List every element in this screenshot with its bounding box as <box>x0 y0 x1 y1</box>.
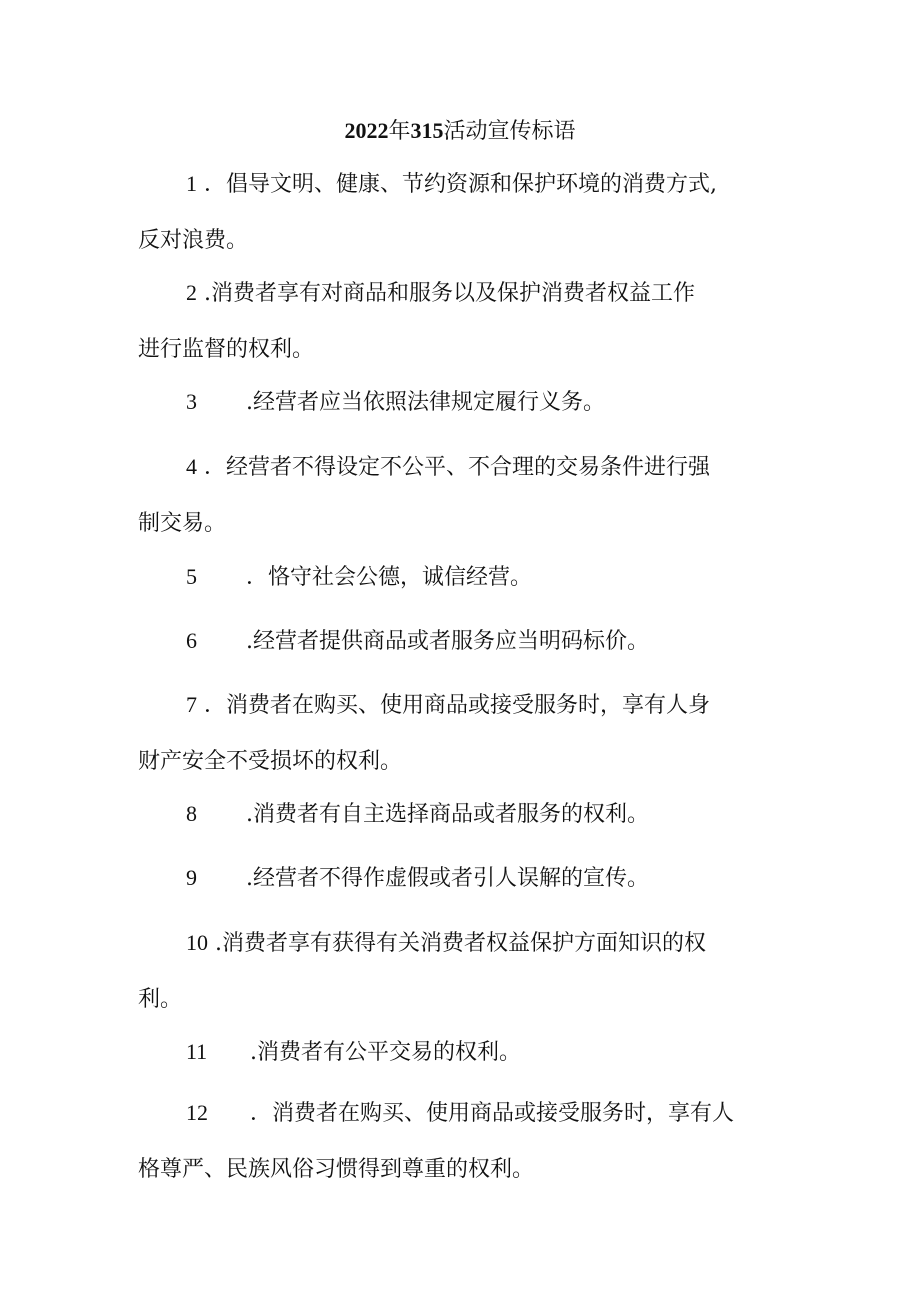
slogan-text: ．经营者不得设定不公平、不合理的交易条件进行强 <box>204 455 711 480</box>
slogan-text: .经营者不得作虚假或者引人误解的宣传。 <box>246 866 649 891</box>
slogan-text: .经营者提供商品或者服务应当明码标价。 <box>246 629 649 654</box>
slogan-item-6 <box>138 613 788 670</box>
slogan-text: .经营者应当依照法律规定履行义务。 <box>246 390 605 415</box>
slogan-line <box>138 915 788 972</box>
title-text: 活动宣传标语 <box>443 119 576 144</box>
slogan-number: 4 <box>186 454 197 479</box>
slogan-text: .消费者有公平交易的权利。 <box>250 1040 521 1065</box>
slogan-number: 7 <box>186 692 197 717</box>
slogan-item-11 <box>138 1024 788 1081</box>
slogan-item-4 <box>138 439 788 552</box>
slogan-line <box>138 786 788 843</box>
slogan-item-8 <box>138 786 788 843</box>
slogan-item-1 <box>138 156 788 269</box>
slogan-number: 12 <box>186 1100 208 1125</box>
slogan-item-5 <box>138 549 788 606</box>
slogan-line <box>138 374 788 431</box>
slogan-number: 3 <box>186 389 197 414</box>
slogan-text: ．恪守社会公德，诚信经营。 <box>246 565 533 590</box>
slogan-item-2 <box>138 265 788 378</box>
slogan-text: .消费者享有获得有关消费者权益保护方面知识的权 <box>215 931 706 956</box>
slogan-continuation: 财产安全不受损坏的权利。 <box>138 749 403 774</box>
slogan-number: 2 <box>186 280 197 305</box>
slogan-line <box>138 1085 788 1142</box>
slogan-item-12 <box>138 1085 788 1198</box>
slogan-continuation: 反对浪费。 <box>138 228 249 253</box>
slogan-line <box>138 850 788 907</box>
slogan-continuation: 利。 <box>138 987 183 1012</box>
slogan-line <box>138 677 788 734</box>
slogan-text: .消费者享有对商品和服务以及保护消费者权益工作 <box>204 281 695 306</box>
slogan-number: 5 <box>186 564 197 589</box>
slogan-text: .消费者有自主选择商品或者服务的权利。 <box>246 802 649 827</box>
slogan-number: 6 <box>186 628 197 653</box>
slogan-item-7 <box>138 677 788 790</box>
slogan-item-10 <box>138 915 788 1028</box>
slogan-line <box>138 265 788 322</box>
slogan-number: 8 <box>186 801 197 826</box>
slogan-number: 10 <box>186 930 208 955</box>
slogan-line <box>138 156 788 213</box>
slogan-text: ．倡导文明、健康、节约资源和保护环境的消费方式, <box>204 172 717 197</box>
slogan-text: ．消费者在购买、使用商品或接受服务时，享有人 <box>250 1101 735 1126</box>
title-number: 315 <box>410 118 444 143</box>
slogan-continuation: 格尊严、民族风俗习惯得到尊重的权利。 <box>138 1157 535 1182</box>
slogan-line <box>138 613 788 670</box>
slogan-number: 1 <box>186 171 197 196</box>
slogan-line <box>138 1024 788 1081</box>
slogan-number: 9 <box>186 865 197 890</box>
page-title <box>0 116 920 147</box>
slogan-continuation: 制交易。 <box>138 511 227 536</box>
slogan-continuation: 进行监督的权利。 <box>138 337 315 362</box>
slogan-text: ．消费者在购买、使用商品或接受服务时，享有人身 <box>204 693 711 718</box>
title-year-suffix: 年 <box>388 119 411 144</box>
slogan-number: 11 <box>186 1039 208 1064</box>
slogan-line <box>138 549 788 606</box>
title-year: 2022 <box>344 118 389 143</box>
slogan-item-3 <box>138 374 788 431</box>
slogan-item-9 <box>138 850 788 907</box>
slogan-line <box>138 439 788 496</box>
